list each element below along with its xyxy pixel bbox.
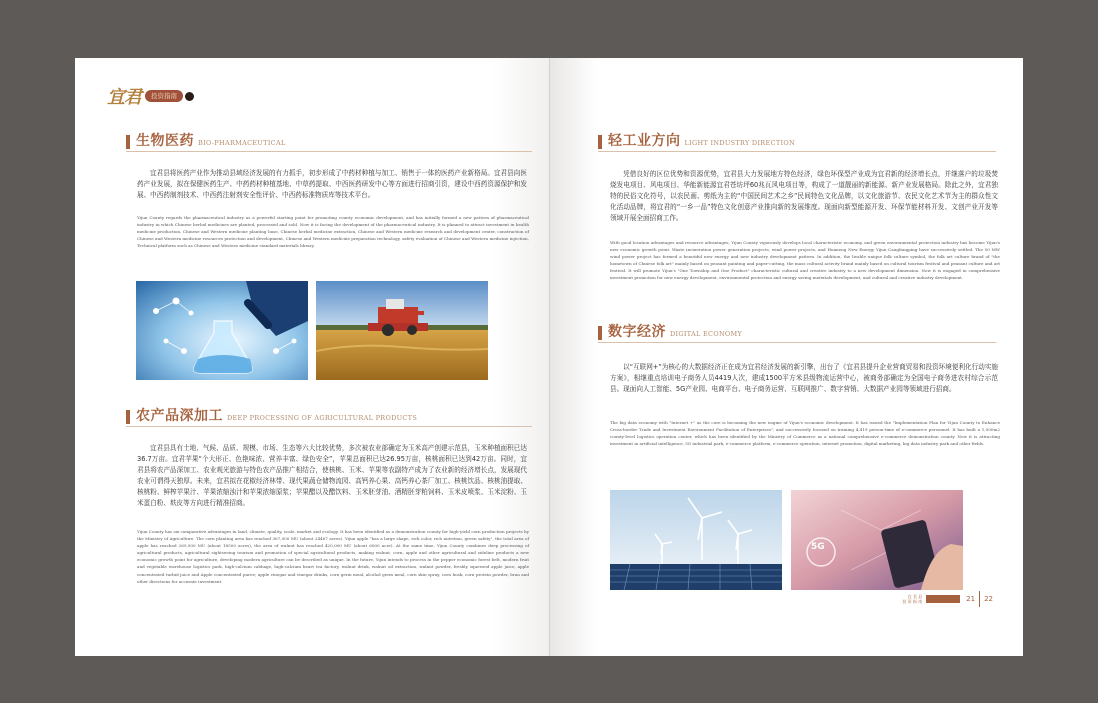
heading-cn: 轻工业方向 xyxy=(608,133,681,149)
section-heading-digital xyxy=(598,324,742,340)
logo-script: 宜君 xyxy=(107,87,141,108)
page-number-right: 22 xyxy=(984,595,993,603)
agri-body-cn: 宜君县具有土地、气候、品质、规模、市场、生态等六大比较优势，多次被农业部确定为玉米高产创建示范县，玉米种植面积已达36.7万亩。宜君苹果“个大形正、色艳味浓、营养丰富、绿色安全”，苹果总面积已达26.95万亩，核桃面积已达到42万亩。同时，宜君县将农产品深加工、农业观光旅游与特色农产品推广相结合，使核桃、玉米、苹果等农副特产成为了农业新的经济增长点，发展现代农业可谓得天独厚。未来，宜君拟在花椒经济林带、现代果蔬仓储物流园、高钙养心果、高钙养心茶厂加工、核桃饮品、核桃油提取、核桃粉、鲜榨苹果汁、苹果浓缩浊汁和苹果浓缩原浆；苹果醋以及醋饮料、玉米胚芽油、酒精胚芽粕饲料、玉米皮喷浆、玉米淀粉、玉米蛋白粉、麸皮等方向进行精准招商。 xyxy=(137,444,527,507)
wheat-harvester-photo xyxy=(316,281,488,380)
section-heading-bio xyxy=(126,133,286,149)
logo-dot-icon xyxy=(185,92,194,101)
heading-bar xyxy=(598,135,602,149)
agri-body-en: Yijun County has six comparative advantages in land, climate, quality, scale, market and ecology. It has been identified as a demonstration county for high-yield corn production projects by the Ministry of Agriculture. The corn planting area has reached 367,000 MU (about 24467 acres). Yijun apple "has a large shape, rich color, rich nutrition, green safety", the total area of apple has reached 269,500 MU (about 18500 acres), the area of walnut has reached 420,000 MU (about 6000 acre). At the same time, Yijun County combines deep processing of agricultural products, agricultural sightseeing tourism and promotion of special agricultural products, making walnut, corn, apple and other agricultural and sideline products a new economic growth point for agriculture, developing modern agriculture can be described as unique. In the future, Yijun intends to process in the pepper economic forest belt, modern fruit and vegetable warehouse logistics park, high-calcium cabbage, high-calcium heart tea factory, walnut drink, walnut oil extraction, walnut powder, freshly squeezed apple juice, apple concentrated turbid juice and Apple concentrated puree; apple vinegar and vinegar drinks, corn germ meal, alcohol germ meal, corn skin spray, corn husk, corn protein powder, bran and other directions for accurate investment. xyxy=(137,529,529,584)
page-footer xyxy=(902,591,993,607)
footer-divider xyxy=(979,591,980,607)
5g-label: 5G xyxy=(811,542,825,552)
footer-line1: 宜 君 县 xyxy=(907,594,923,599)
heading-bar xyxy=(598,326,602,340)
left-page xyxy=(75,58,550,656)
heading-rule xyxy=(126,151,532,152)
section-heading-agri xyxy=(126,408,417,424)
logo-tag: 投资指南 xyxy=(145,90,183,102)
heading-bar xyxy=(126,410,130,424)
heading-cn: 农产品深加工 xyxy=(136,408,223,424)
bio-body-en: Yijun County regards the pharmaceutical industry as a powerful starting point for promoting county economic development, and has initially formed a new pattern of pharmaceutical industry in which Chinese herbal medicines are planted, processed and sold. Now it is facing the development of the pharmaceutical industry. It is planned to attract investment in health medicine production, Chinese and Western medicine planting base, Chinese herbal medicine extraction, Chinese and Western medicine research and development center, construction of Chinese and Western medicine resources protection and development, Chinese and Western medicine preparation technology, safety evaluation of Chinese and Western medicine injection, Technical platform such as Chinese and Western medicine standard materials library. xyxy=(137,215,529,249)
heading-rule xyxy=(598,151,996,152)
footer-line2: 投 资 指 南 xyxy=(902,599,923,604)
section-heading-light xyxy=(598,133,795,149)
light-body-en: With good location advantages and resource advantages, Yijun County vigorously develops local characteristic economy, and green environmental protection industry has become Yijun's new economic growth point. Waste incineration power generation projects, wind power projects, and Huaneng New Energy Yijun Cangfangping have successively settled. The 50 MW wind power project has formed a beautiful new energy and new industry development pattern. In addition, the livable unique folk culture symbol, the folk art culture brand of "the hometown of Chinese folk art" mainly based on peasant painting and paper-cutting, the mass cultural activity brand mainly based on cultural tourism festival and peasant culture and art festival. It will promote Yijun's "One Township and One Product" characteristic cultural and creative industry to a new development dimension. Now it is engaged in comprehensive investment promotion for new energy development, environmental protection and energy saving materials development, and cultural and creative industry development. xyxy=(610,240,1000,281)
bio-body-cn: 宜君县将医药产业作为推动县域经济发展的有力抓手，初步形成了中药材种植与加工、销售于一体的医药产业新格局。宜君县向医药产业发展，拟在保健医药生产、中药药材种植基地、中草药提取、中西医药研发中心等方面进行招商引资，建设中西药资源保护和发展、中西药制剂技术、中西药注射剂安全性评价、中西药标准物质库等技术平台。 xyxy=(137,169,527,199)
heading-bar xyxy=(126,135,130,149)
heading-en: DIGITAL ECONOMY xyxy=(670,330,743,338)
heading-cn: 生物医药 xyxy=(136,133,194,149)
heading-en: LIGHT INDUSTRY DIRECTION xyxy=(684,139,795,147)
brand-logo xyxy=(107,84,194,108)
lab-flask-photo xyxy=(136,281,308,380)
page-number-left: 21 xyxy=(966,595,976,603)
heading-en: DEEP PROCESSING OF AGRICULTURAL PRODUCTS xyxy=(227,414,418,422)
heading-rule xyxy=(598,342,996,343)
right-page xyxy=(550,58,1023,656)
heading-cn: 数字经济 xyxy=(608,324,666,340)
digital-body-en: The big data economy with "Internet +" as the core is becoming the new engine of Yijun's economic development. It has issued the "Implementation Plan for Yijun County to Enhance Cross-border Trade and Investment Environment Facilitation of Enterprises", and successively focused on training 4,419 person-time of e-commerce personnel. It has built a 1,500m2 county-level logistics operation center, which has been identified by the Ministry of Commerce as a national comprehensive e-commerce demonstration county. Now it is attracting investment in artificial intelligence, 5G industrial park, e-commerce platform, e-commerce operation, internet promotion, digital marketing, big data industry park and other fields. xyxy=(610,420,1000,447)
wind-solar-photo xyxy=(610,490,782,590)
footer-brand xyxy=(902,594,922,604)
5g-phone-photo xyxy=(791,490,963,590)
digital-body-cn: 以“互联网+”为核心的大数据经济正在成为宜君经济发展的新引擎，出台了《宜君县提升企业营商贸易和投资环境便利化行动实施方案》，相继重点培训电子商务人员4419人次，建成1500平方米县级物流运营中心，被商务部确定为全国电子商务进农村综合示范县。现面向人工智能、5G产业园、电商平台、电子商务运营、互联网推广、数字营销、大数据产业园等领域进行招商。 xyxy=(610,363,999,393)
light-body-cn: 凭借良好的区位优势和资源优势，宜君县大力发展地方特色经济，绿色环保型产业成为宜君新的经济增长点，并继落户的垃圾焚烧发电项目、风电项目、华能新能源宜君苍坊坪60兆瓦风电项目等，构成了一道靓丽的新能源、新产业发展格局。除此之外，宜君独特的民俗文化符号，以农民画、剪纸为主的“中国民间艺术之乡”民间特色文化品牌，以文化旅游节、农民文化艺术节为主的群众性文化活动品牌，将宜君的“一乡一品”特色文化创意产业推向新的发展维度。现面向新型能源开发、环保节能材料开发、文创产业开发等领域开展全面招商工作。 xyxy=(610,170,998,222)
footer-bar xyxy=(926,595,960,603)
heading-en: BIO-PHARMACEUTICAL xyxy=(198,139,286,147)
heading-rule xyxy=(126,426,532,427)
